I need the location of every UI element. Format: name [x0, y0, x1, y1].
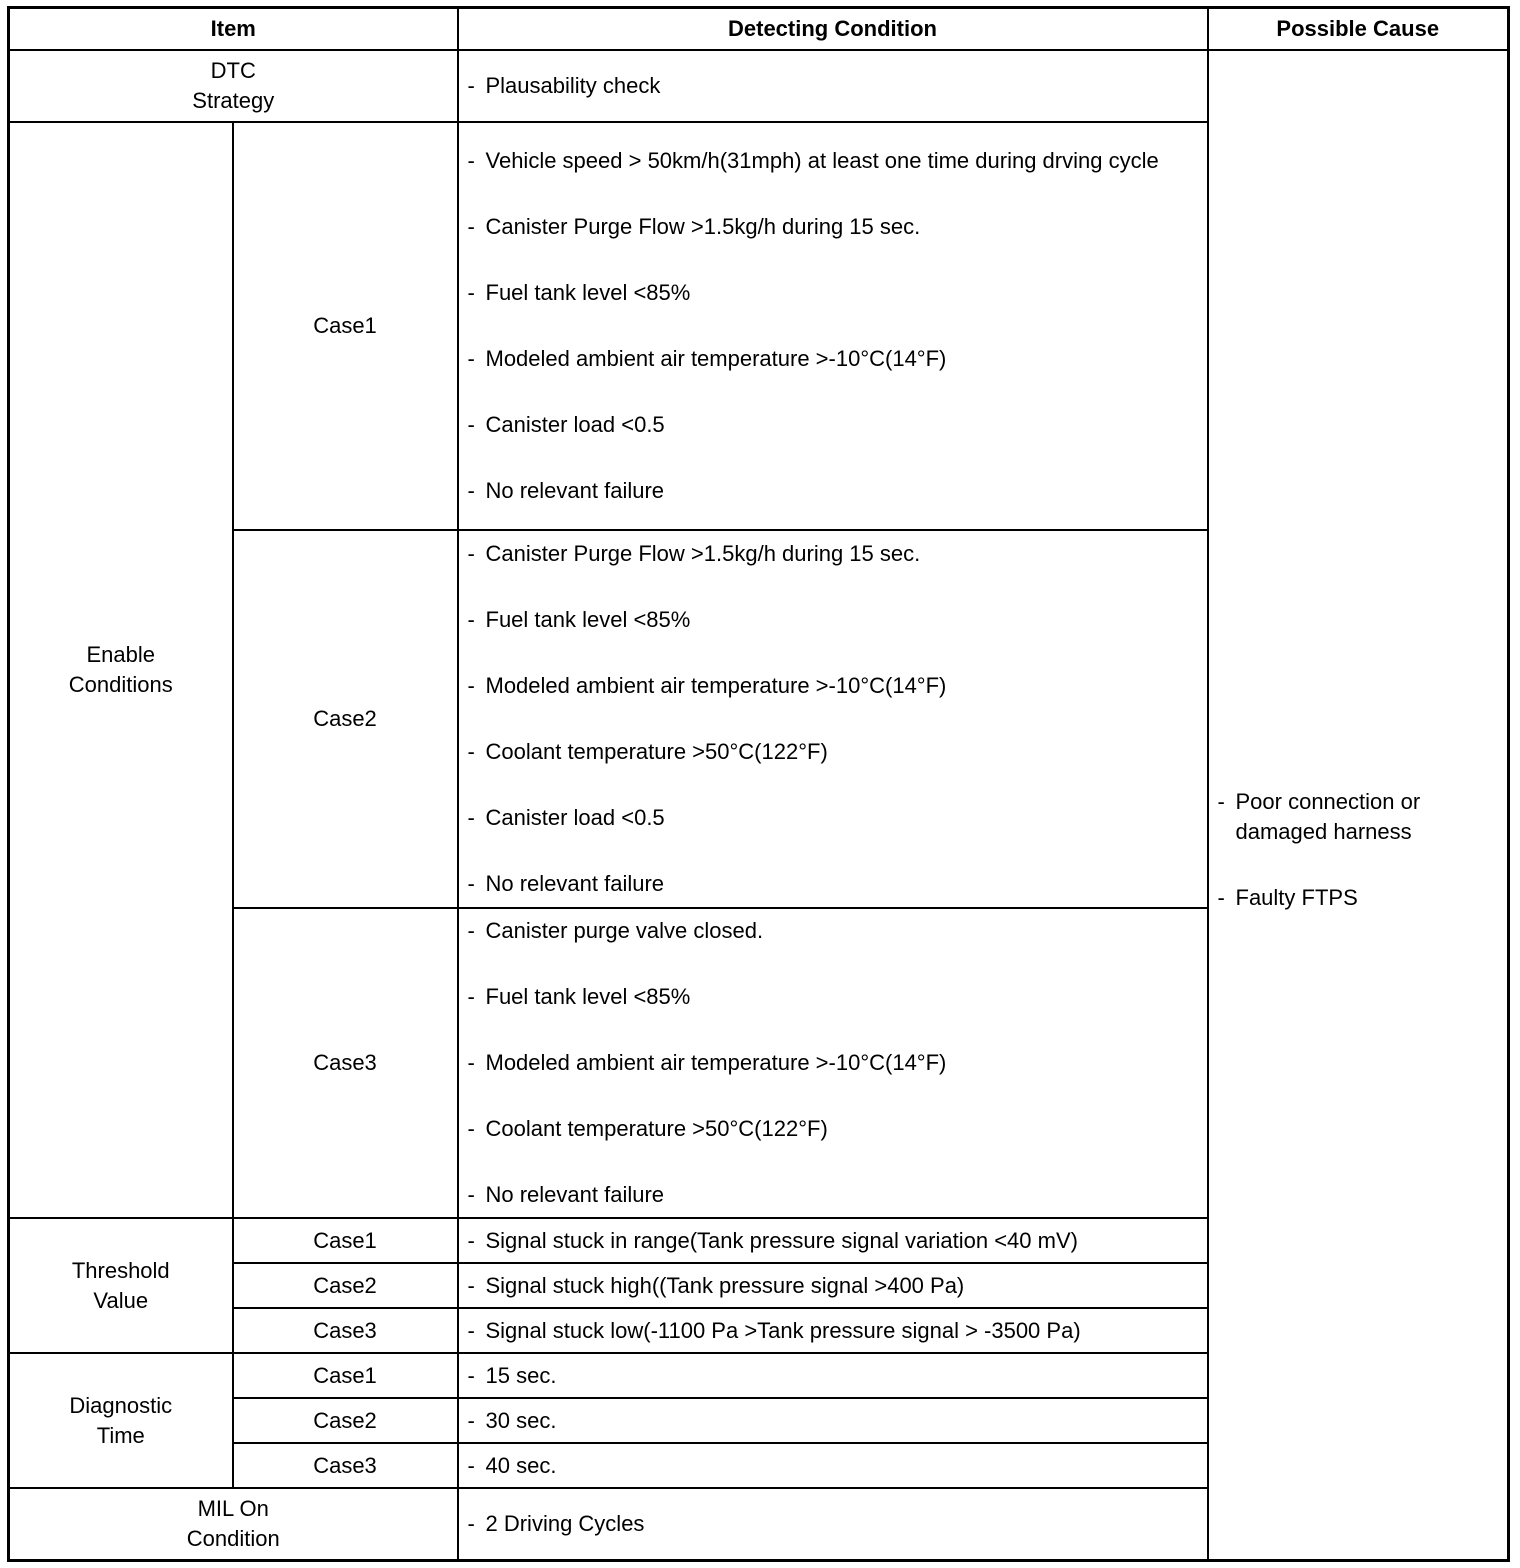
threshold-case1-condition [458, 1218, 1208, 1263]
case-label: Case2 [233, 530, 458, 908]
case-label: Case1 [233, 1218, 458, 1263]
mil-on-condition [458, 1488, 1208, 1560]
diagnostic-time-label: Diagnostic Time [9, 1353, 233, 1488]
list-item: - 30 sec. [468, 1406, 1198, 1436]
dtc-spec-table [7, 6, 1510, 1562]
header-item: Item [9, 8, 458, 51]
list-item: - Canister load <0.5 [468, 410, 1198, 440]
dtc-strategy-label: DTC Strategy [9, 50, 458, 122]
mil-on-condition-label: MIL On Condition [9, 1488, 458, 1560]
enable-case2-conditions [458, 530, 1208, 908]
list-item: - Fuel tank level <85% [468, 605, 1198, 635]
case-label: Case1 [233, 1353, 458, 1398]
list-item: - Canister Purge Flow >1.5kg/h during 15 sec. [468, 539, 1198, 569]
case-label: Case2 [233, 1398, 458, 1443]
list-item: - Canister load <0.5 [468, 803, 1198, 833]
dtc-strategy-condition [458, 50, 1208, 122]
list-item: - 40 sec. [468, 1451, 1198, 1481]
list-item: - Modeled ambient air temperature >-10°C(14°F) [468, 344, 1198, 374]
possible-cause-cell [1208, 50, 1509, 1560]
case-label: Case3 [233, 1443, 458, 1488]
list-item: - Vehicle speed > 50km/h(31mph) at least one time during drving cycle [468, 146, 1198, 176]
threshold-case2-condition [458, 1263, 1208, 1308]
threshold-value-label: Threshold Value [9, 1218, 233, 1353]
list-item: - Signal stuck low(-1100 Pa >Tank pressure signal > -3500 Pa) [468, 1316, 1198, 1346]
list-item: - No relevant failure [468, 1180, 1198, 1210]
case-label: Case3 [233, 1308, 458, 1353]
list-item: - Signal stuck in range(Tank pressure signal variation <40 mV) [468, 1226, 1198, 1256]
list-item: - Coolant temperature >50°C(122°F) [468, 737, 1198, 767]
case-label: Case1 [233, 122, 458, 530]
list-item: - Plausability check [468, 71, 1198, 101]
cause-item: - Poor connection or damaged harness [1218, 787, 1499, 847]
list-item: - Modeled ambient air temperature >-10°C(14°F) [468, 671, 1198, 701]
dtc-strategy-row [9, 50, 1509, 122]
case-label: Case3 [233, 908, 458, 1218]
diagnostic-case3-condition [458, 1443, 1208, 1488]
list-item: - Canister purge valve closed. [468, 916, 1198, 946]
list-item: - 2 Driving Cycles [468, 1509, 1198, 1539]
diagnostic-case1-condition [458, 1353, 1208, 1398]
list-item: - 15 sec. [468, 1361, 1198, 1391]
list-item: - Canister Purge Flow >1.5kg/h during 15 sec. [468, 212, 1198, 242]
header-row [9, 8, 1509, 51]
header-detecting-condition: Detecting Condition [458, 8, 1208, 51]
list-item: - No relevant failure [468, 869, 1198, 899]
enable-case3-conditions [458, 908, 1208, 1218]
list-item: - Fuel tank level <85% [468, 278, 1198, 308]
list-item: - Coolant temperature >50°C(122°F) [468, 1114, 1198, 1144]
case-label: Case2 [233, 1263, 458, 1308]
enable-conditions-label: Enable Conditions [9, 122, 233, 1218]
list-item: - Signal stuck high((Tank pressure signal >400 Pa) [468, 1271, 1198, 1301]
cause-item: - Faulty FTPS [1218, 883, 1499, 913]
list-item: - No relevant failure [468, 476, 1198, 506]
diagnostic-case2-condition [458, 1398, 1208, 1443]
enable-case1-conditions [458, 122, 1208, 530]
header-possible-cause: Possible Cause [1208, 8, 1509, 51]
list-item: - Modeled ambient air temperature >-10°C(14°F) [468, 1048, 1198, 1078]
threshold-case3-condition [458, 1308, 1208, 1353]
list-item: - Fuel tank level <85% [468, 982, 1198, 1012]
